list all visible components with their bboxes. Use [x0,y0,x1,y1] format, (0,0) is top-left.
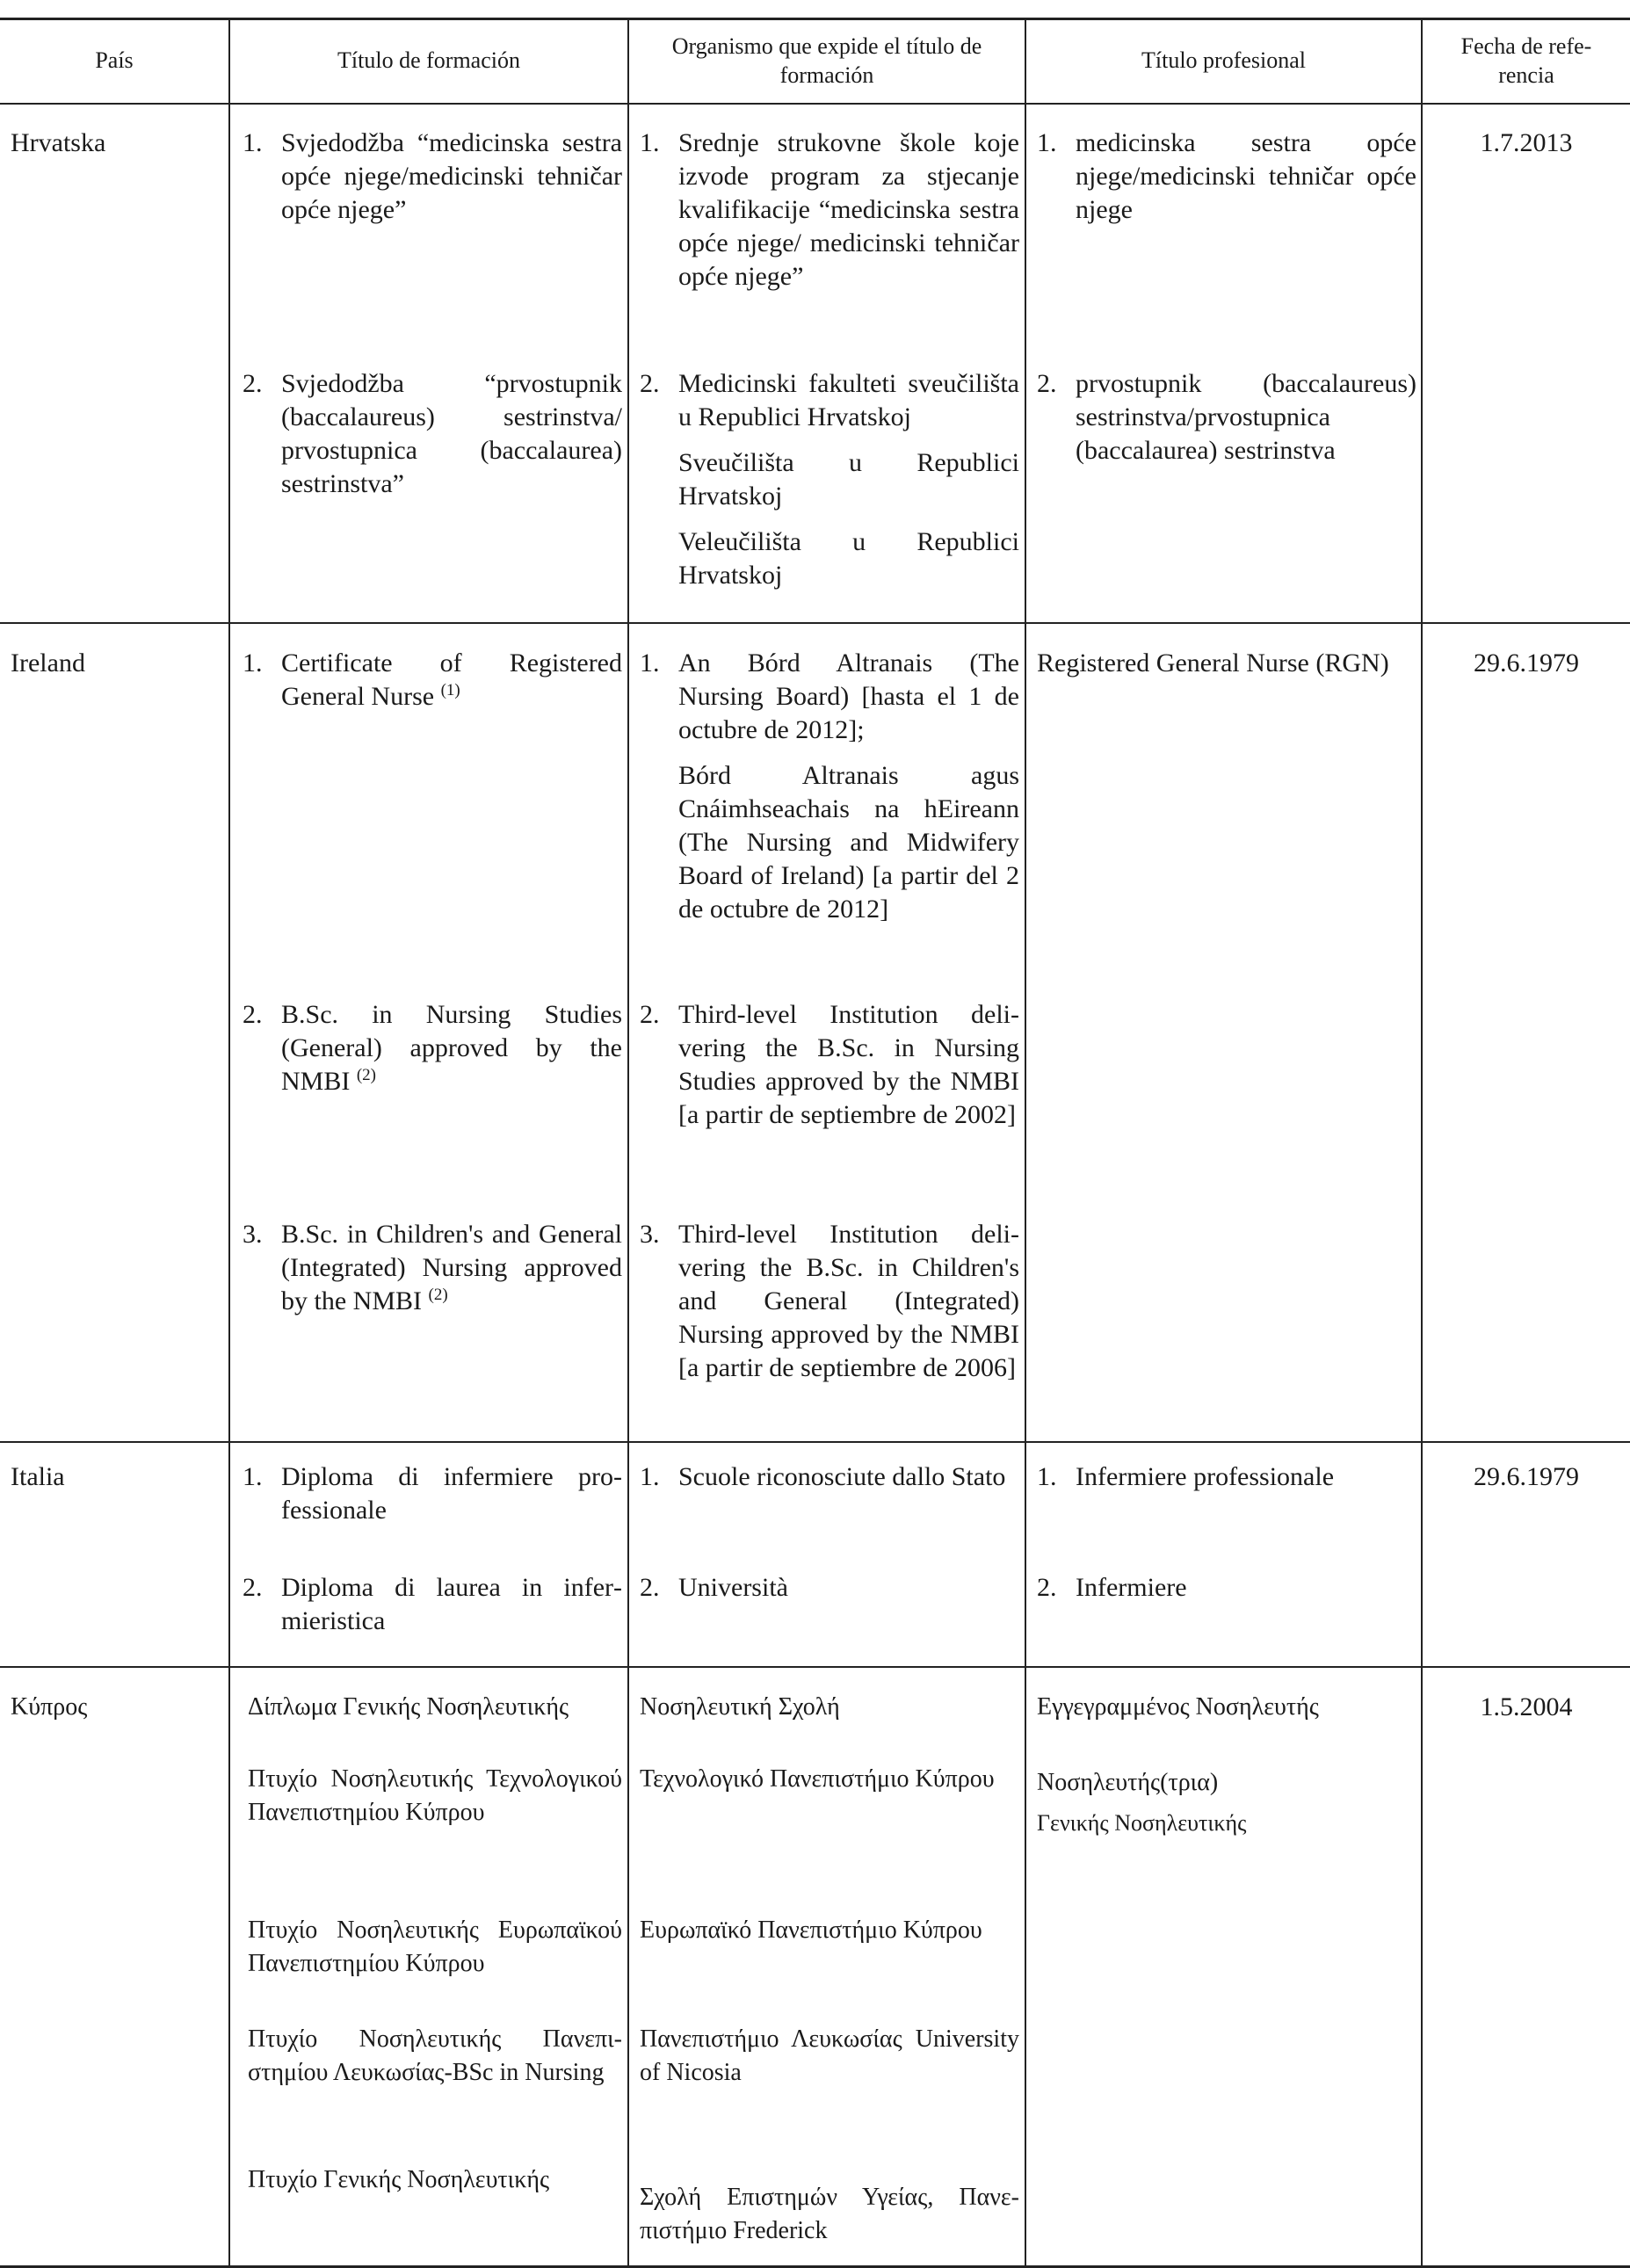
training-title-text: Certificate of Registered General Nurse [281,649,622,711]
training-title-text: Diploma di infermiere professionale [281,1462,622,1525]
country-cell: Hrvatska [11,128,106,157]
training-title-cell: Πτυχίο Νοσηλευτικής Ευρωπαϊκού Πανεπιστημίου Κύπρου [248,1917,622,1977]
reference-date-cell: 1.7.2013 [1480,128,1573,157]
column-divider [1421,18,1423,2267]
issuing-body-text: Università [678,1573,788,1602]
item-number: 2. [243,1573,263,1602]
professional-title-cell: Registered General Nurse (RGN) [1037,649,1389,678]
item-number: 1. [243,128,263,157]
header-country: País [95,47,134,73]
professional-title-cell [1037,1460,1416,1494]
training-title-cell [243,647,622,714]
reference-date-cell: 1.5.2004 [1480,1692,1573,1721]
issuing-body-cell: Πανεπιστήμιο Λευκωσίας University of Nicosia [640,2025,1019,2086]
issuing-body-cell [640,367,1019,434]
training-title-cell: Πτυχίο Νοσηλευτικής Τεχνολογικού Πανεπιστημίου Κύπρου [248,1765,622,1826]
footnote-ref[interactable]: (1) [440,681,460,699]
item-number: 3. [640,1220,660,1249]
item-number: 1. [640,1462,660,1491]
issuing-body-text: Third-level Institution delivering the B.Sc. in Children's and General (Integrated) Nursing approved by the NMBI [a partir de septiembre de 2006] [678,1220,1019,1382]
training-title-text: B.Sc. in Children's and General (Integrated) Nursing approved by the NMBI [281,1220,622,1315]
country-cell: Κύπρος [11,1693,88,1721]
item-number: 2. [243,369,263,398]
training-title-cell [243,998,622,1098]
item-number: 1. [243,1462,263,1491]
professional-title-text: Infermiere professionale [1076,1462,1335,1491]
issuing-body-cell [640,647,1019,747]
item-number: 2. [640,1000,660,1029]
footnote-ref[interactable]: (2) [356,1066,376,1084]
training-title-cell: Δίπλωμα Γενικής Νοσηλευτικής [248,1693,569,1721]
header-reference-date: Fecha de refe- rencia [1460,33,1592,88]
country-cell: Ireland [11,649,85,678]
issuing-body-text: Bórd Altranais agus Cnáimhseachais na hEireann (The Nursing and Midwifery Board of Ireland) [a partir del 2 de octubre de 2012] [678,761,1019,924]
item-number: 1. [640,649,660,678]
issuing-body-cell [640,1571,1019,1605]
issuing-body-text: Third-level Institution delivering the B.Sc. in Nursing Studies approved by the NMBI [a partir de septiembre de 2002] [678,1000,1019,1129]
professional-title-cell: Νοσηλευτής(τρια) [1037,1769,1219,1796]
professional-title-cell: Γενικής Νοσηλευτικής [1037,1810,1247,1836]
header-bottom-rule [0,103,1630,105]
issuing-body-cell: Τεχνολογικό Πανεπιστήμιο Κύπρου [640,1765,995,1793]
training-title-cell [243,1218,622,1318]
issuing-body-text: Scuole riconosciute dallo Stato [678,1462,1006,1491]
header-training-title: Título de formación [337,47,520,73]
reference-date-cell: 29.6.1979 [1474,1462,1579,1491]
professional-title-cell [1037,1571,1416,1605]
issuing-body-cell [640,998,1019,1132]
issuing-body-cell: Ευρωπαϊκό Πανεπιστήμιο Κύπρου [640,1917,982,1944]
issuing-body-cell [640,127,1019,293]
professional-title-text: medicinska sestra opće njege/medicinski tehničar opće njege [1076,128,1416,224]
item-number: 2. [640,1573,660,1602]
training-title-cell: Πτυχίο Νοσηλευτικής Πανεπιστημίου Λευκωσίας-BSc in Nursing [248,2025,622,2086]
item-number: 2. [1037,369,1057,398]
column-divider [228,18,230,2267]
training-title-text: Diploma di laurea in infermieristica [281,1573,622,1635]
item-number: 2. [640,369,660,398]
issuing-body-text: Veleučilišta u Republici Hrvatskoj [678,527,1019,590]
professional-title-cell [1037,367,1416,467]
issuing-body-text: An Bórd Altranais (The Nursing Board) [hasta el 1 de octubre de 2012]; [678,649,1019,744]
item-number: 1. [1037,128,1057,157]
header-professional-title: Título profesional [1141,47,1306,73]
issuing-body-cell [640,1218,1019,1385]
row-divider [0,622,1630,624]
professional-title-text: Infermiere [1076,1573,1187,1602]
issuing-body-cell [640,1460,1019,1494]
training-title-cell [243,367,622,501]
training-title-cell [243,1571,622,1638]
item-number: 1. [640,128,660,157]
item-number: 3. [243,1220,263,1249]
training-title-text: Svjedodžba “medicinska sestra opće njege/medicinski tehničar opće njege” [281,128,622,224]
issuing-body-text: Sveučilišta u Republici Hrvatskoj [678,448,1019,511]
column-divider [1025,18,1026,2267]
training-title-cell [243,127,622,227]
training-title-cell [243,1460,622,1527]
issuing-body-text: Medicinski fakulteti sveučilišta u Republici Hrvatskoj [678,369,1019,431]
header-issuing-body: Organismo que expide el título de formación [671,33,982,88]
country-cell: Italia [11,1462,65,1491]
training-title-cell: Πτυχίο Γενικής Νοσηλευτικής [248,2166,550,2193]
item-number: 1. [243,649,263,678]
reference-date-cell: 29.6.1979 [1474,649,1579,678]
row-divider [0,1441,1630,1443]
footnote-ref[interactable]: (2) [428,1286,448,1304]
row-divider [0,1666,1630,1668]
issuing-body-text: Srednje strukovne škole koje izvode program za stjecanje kvalifikacije “medicinska sestra opće njege/ medicinski tehničar opće njege” [678,128,1019,291]
professional-title-text: prvostupnik (baccalaureus) sestrinstva/prvostupnica (baccalaurea) sestrinstva [1076,369,1416,465]
issuing-body-cell: Νοσηλευτική Σχολή [640,1693,840,1721]
training-title-text: Svjedodžba “prvostupnik (baccalaureus) sestrinstva/ prvostupnica (baccalaurea) sestrinstva” [281,369,622,498]
professional-title-cell [1037,127,1416,227]
item-number: 2. [1037,1573,1057,1602]
item-number: 2. [243,1000,263,1029]
training-title-text: B.Sc. in Nursing Studies (General) approved by the NMBI [281,1000,622,1096]
column-divider [627,18,629,2267]
professional-title-cell: Εγγεγραμμένος Νοσηλευτής [1037,1693,1319,1721]
issuing-body-cell: Σχολή Επιστημών Υγείας, Πανεπιστήμιο Frederick [640,2184,1019,2244]
item-number: 1. [1037,1462,1057,1491]
